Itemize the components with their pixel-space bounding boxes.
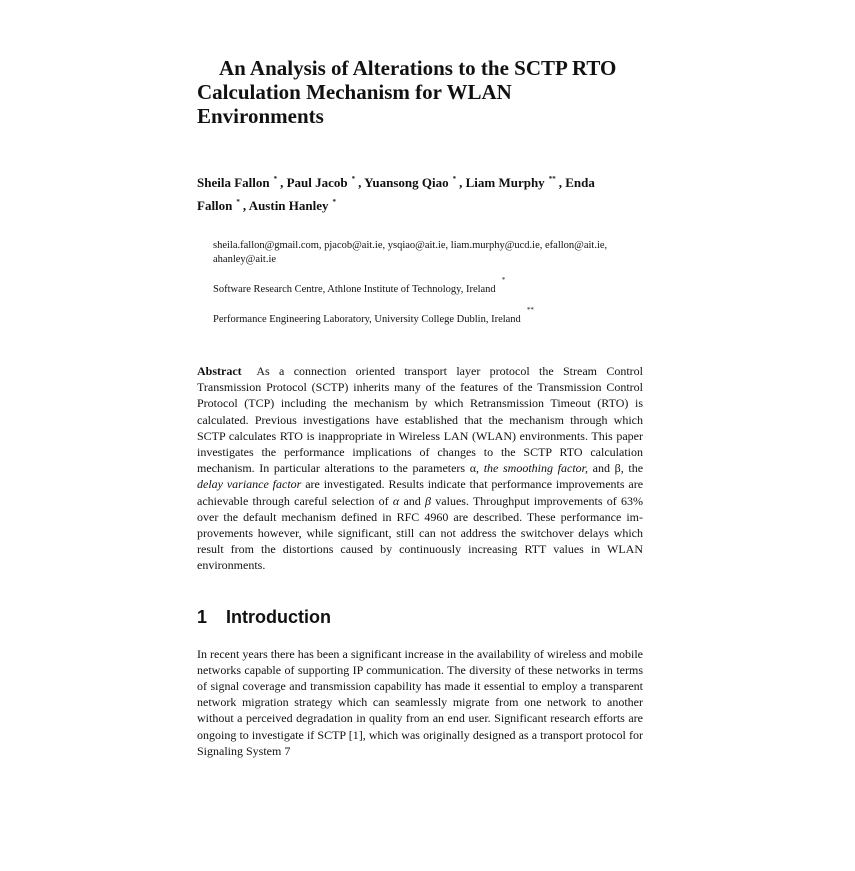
affiliation-mark: * bbox=[236, 198, 240, 206]
affiliation-text: Performance Engineering Laboratory, University College Dublin, Ireland bbox=[213, 314, 521, 325]
section-heading bbox=[197, 606, 643, 628]
affiliation-mark: * bbox=[332, 198, 337, 206]
abstract-label: Abstract bbox=[197, 364, 242, 378]
abstract-text: As a connection oriented transport layer protocol the Stream Control Transmission Protocol (SCTP) inherits many of the features of the Transmission Control Protocol (TCP) including the mechanism by which Retransmission Timeout (RTO) is calculated. Previous investigations have established that the mechanism through which SCTP calculates RTO is inappropriate in Wireless LAN (WLAN) environments. This paper investigates the performance implications of changes to the SCTP RTO calculation mechanism. In particular alterations to the parameters α, bbox=[197, 364, 643, 476]
abstract-text: and β, the bbox=[592, 461, 644, 476]
author-name: , Paul Jacob bbox=[280, 175, 348, 190]
paper-title bbox=[197, 56, 643, 128]
author-name: , Liam Murphy bbox=[459, 175, 545, 190]
affiliation-2 bbox=[197, 306, 643, 327]
affiliation-mark: * bbox=[501, 276, 506, 284]
title-line-2: Calculation Mechanism for WLAN bbox=[197, 80, 512, 104]
author-name: Fallon bbox=[197, 198, 233, 213]
affiliation-mark: * bbox=[452, 175, 457, 183]
affiliation-mark: * bbox=[351, 175, 356, 183]
author-name: , Austin Hanley bbox=[242, 198, 329, 213]
author-name: Sheila Fallon bbox=[197, 175, 270, 190]
abstract-text: and bbox=[403, 493, 421, 508]
title-line-1: An Analysis of Alterations to the SCTP RTO bbox=[219, 56, 617, 80]
affiliation-mark: ** bbox=[548, 175, 556, 183]
author-name: , Enda bbox=[558, 175, 595, 190]
introduction-paragraph: In recent years there has been a significant increase in the availability of wireless and mobile networks capable of supporting IP communication. The diversity of these networks in terms of signal coverage and transmission capability has made it essential to employ a transparent network migration strategy which can seamlessly migrate from one network to another without a perceived degradation in quality from an end user. Significant research efforts are ongoing to investigate if SCTP [1], which was originally designed as a transport protocol for Signaling System 7 bbox=[197, 646, 643, 758]
author-line-1 bbox=[197, 171, 643, 194]
affiliation-text: Software Research Centre, Athlone Institute of Technology, Ireland bbox=[213, 284, 496, 295]
abstract-italic: the smoothing factor, bbox=[483, 461, 588, 476]
beta-symbol: β bbox=[425, 493, 432, 508]
section-title: Introduction bbox=[226, 606, 331, 627]
author-name: , Yuansong Qiao bbox=[358, 175, 449, 190]
alpha-symbol: α bbox=[392, 493, 400, 508]
author-emails: sheila.fallon@gmail.com, pjacob@ait.ie, ysqiao@ait.ie, liam.murphy@ucd.ie, efallon@ait.ie, ahanley@ait.ie bbox=[213, 240, 608, 265]
paper-page bbox=[197, 56, 643, 759]
section-number: 1 bbox=[197, 606, 208, 627]
abstract bbox=[197, 363, 643, 574]
title-line-3: Environments bbox=[197, 104, 324, 128]
author-list bbox=[197, 171, 643, 217]
affiliation-1 bbox=[197, 276, 643, 297]
affiliation-mark: * bbox=[273, 175, 278, 183]
author-line-2 bbox=[197, 194, 643, 217]
affiliation-mark: ** bbox=[526, 306, 534, 314]
abstract-text: values. Throughput improvements of 63% over the default mechanism defined in RFC 4960 are described. These performance improvements however, while significant, still can not address the switchover delays which result from the distortions caused by continuously increasing RTT values in WLAN environments. bbox=[197, 493, 644, 573]
abstract-italic: delay variance factor bbox=[197, 477, 302, 492]
abstract-text: are investigated. Results indicate that performance improvements are achievable through careful selection of bbox=[197, 477, 644, 508]
